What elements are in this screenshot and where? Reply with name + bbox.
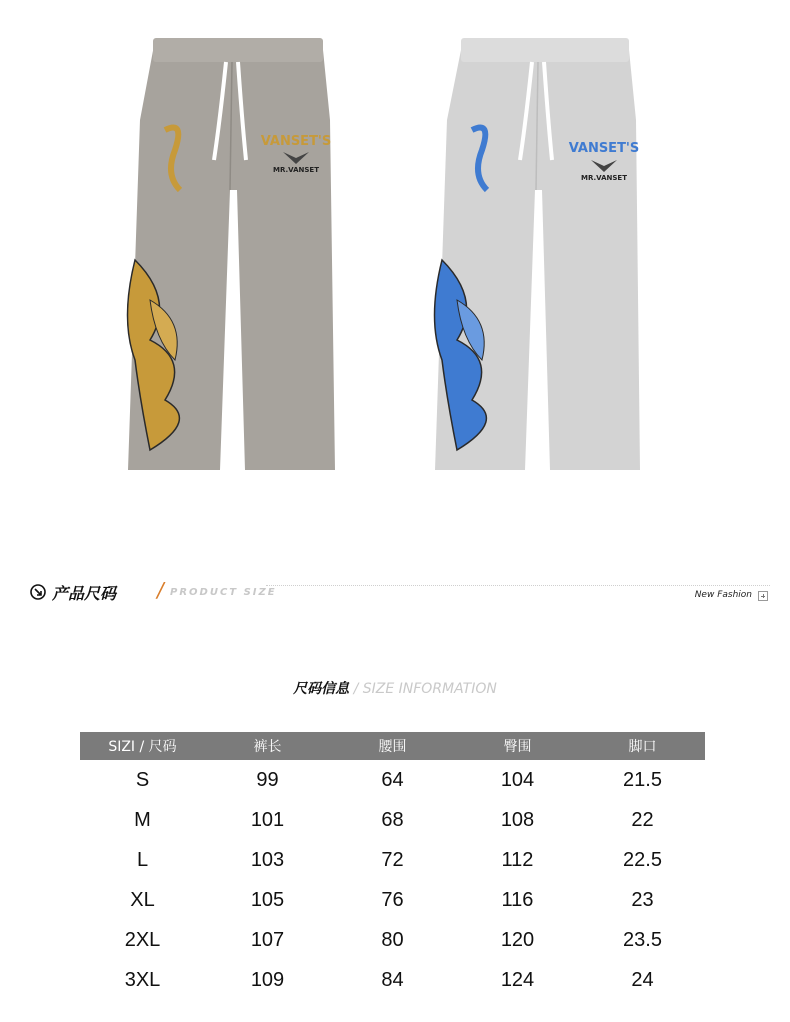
divider xyxy=(266,585,770,586)
cell-waist: 84 xyxy=(381,968,404,991)
size-info-title xyxy=(0,678,790,698)
cell-size: 3XL xyxy=(124,968,161,991)
cell-hip: 104 xyxy=(500,768,535,791)
cell-length: 101 xyxy=(250,808,285,831)
new-fashion-tag: New Fashion xyxy=(694,590,752,600)
grey-pants xyxy=(435,38,641,470)
cell-size: 2XL xyxy=(124,928,161,951)
size-info-title-cn: 尺码信息 xyxy=(293,681,350,697)
cell-leg-opening: 23 xyxy=(631,888,654,911)
right-graphic-text: VANSET'S xyxy=(568,141,640,156)
cell-size: S xyxy=(135,768,150,791)
cell-leg-opening: 22.5 xyxy=(623,848,662,871)
cell-hip: 116 xyxy=(501,888,534,911)
cell-hip: 124 xyxy=(500,968,535,991)
cell-hip: 108 xyxy=(500,808,535,831)
section-title: 产品尺码 xyxy=(52,584,117,603)
cell-hip: 112 xyxy=(501,848,534,871)
right-subgraphic-text: MR.VANSET xyxy=(581,174,627,182)
size-info-title-en: / SIZE INFORMATION xyxy=(353,681,497,697)
cell-leg-opening: 24 xyxy=(631,968,654,991)
header-waist: 腰围 xyxy=(378,739,407,755)
left-subgraphic-text: MR.VANSET xyxy=(273,166,319,174)
section-subtitle: PRODUCT SIZE xyxy=(170,587,277,598)
header-length: 裤长 xyxy=(253,739,282,755)
cell-length: 105 xyxy=(250,888,285,911)
header-hip: 臀围 xyxy=(503,739,532,755)
table-header-row xyxy=(80,732,705,760)
cell-waist: 80 xyxy=(381,928,404,951)
table-row xyxy=(80,760,705,800)
cell-waist: 72 xyxy=(381,848,404,871)
cell-waist: 76 xyxy=(381,888,404,911)
cell-size: M xyxy=(134,808,151,831)
cell-size: XL xyxy=(130,888,155,911)
table-row xyxy=(80,880,705,920)
header-leg-opening: 脚口 xyxy=(628,739,657,755)
table-row xyxy=(80,800,705,840)
size-table xyxy=(80,732,705,1000)
taupe-pants xyxy=(128,38,336,470)
cell-length: 109 xyxy=(250,968,285,991)
cell-waist: 68 xyxy=(381,808,404,831)
cell-length: 107 xyxy=(250,928,285,951)
cell-hip: 120 xyxy=(500,928,535,951)
cell-length: 99 xyxy=(256,768,279,791)
section-header xyxy=(30,580,770,604)
cell-leg-opening: 22 xyxy=(631,808,654,831)
header-size: SIZI / 尺码 xyxy=(108,739,177,755)
cell-waist: 64 xyxy=(381,768,404,791)
plus-box-icon xyxy=(758,591,768,601)
table-row xyxy=(80,960,705,1000)
left-graphic-text: VANSET'S xyxy=(260,134,332,149)
cell-length: 103 xyxy=(250,848,285,871)
table-row xyxy=(80,840,705,880)
cell-size: L xyxy=(136,848,149,871)
slash-mark: / xyxy=(157,578,164,602)
cell-leg-opening: 23.5 xyxy=(623,928,662,951)
arrow-circle-icon xyxy=(30,584,46,600)
cell-leg-opening: 21.5 xyxy=(623,768,662,791)
table-row xyxy=(80,920,705,960)
